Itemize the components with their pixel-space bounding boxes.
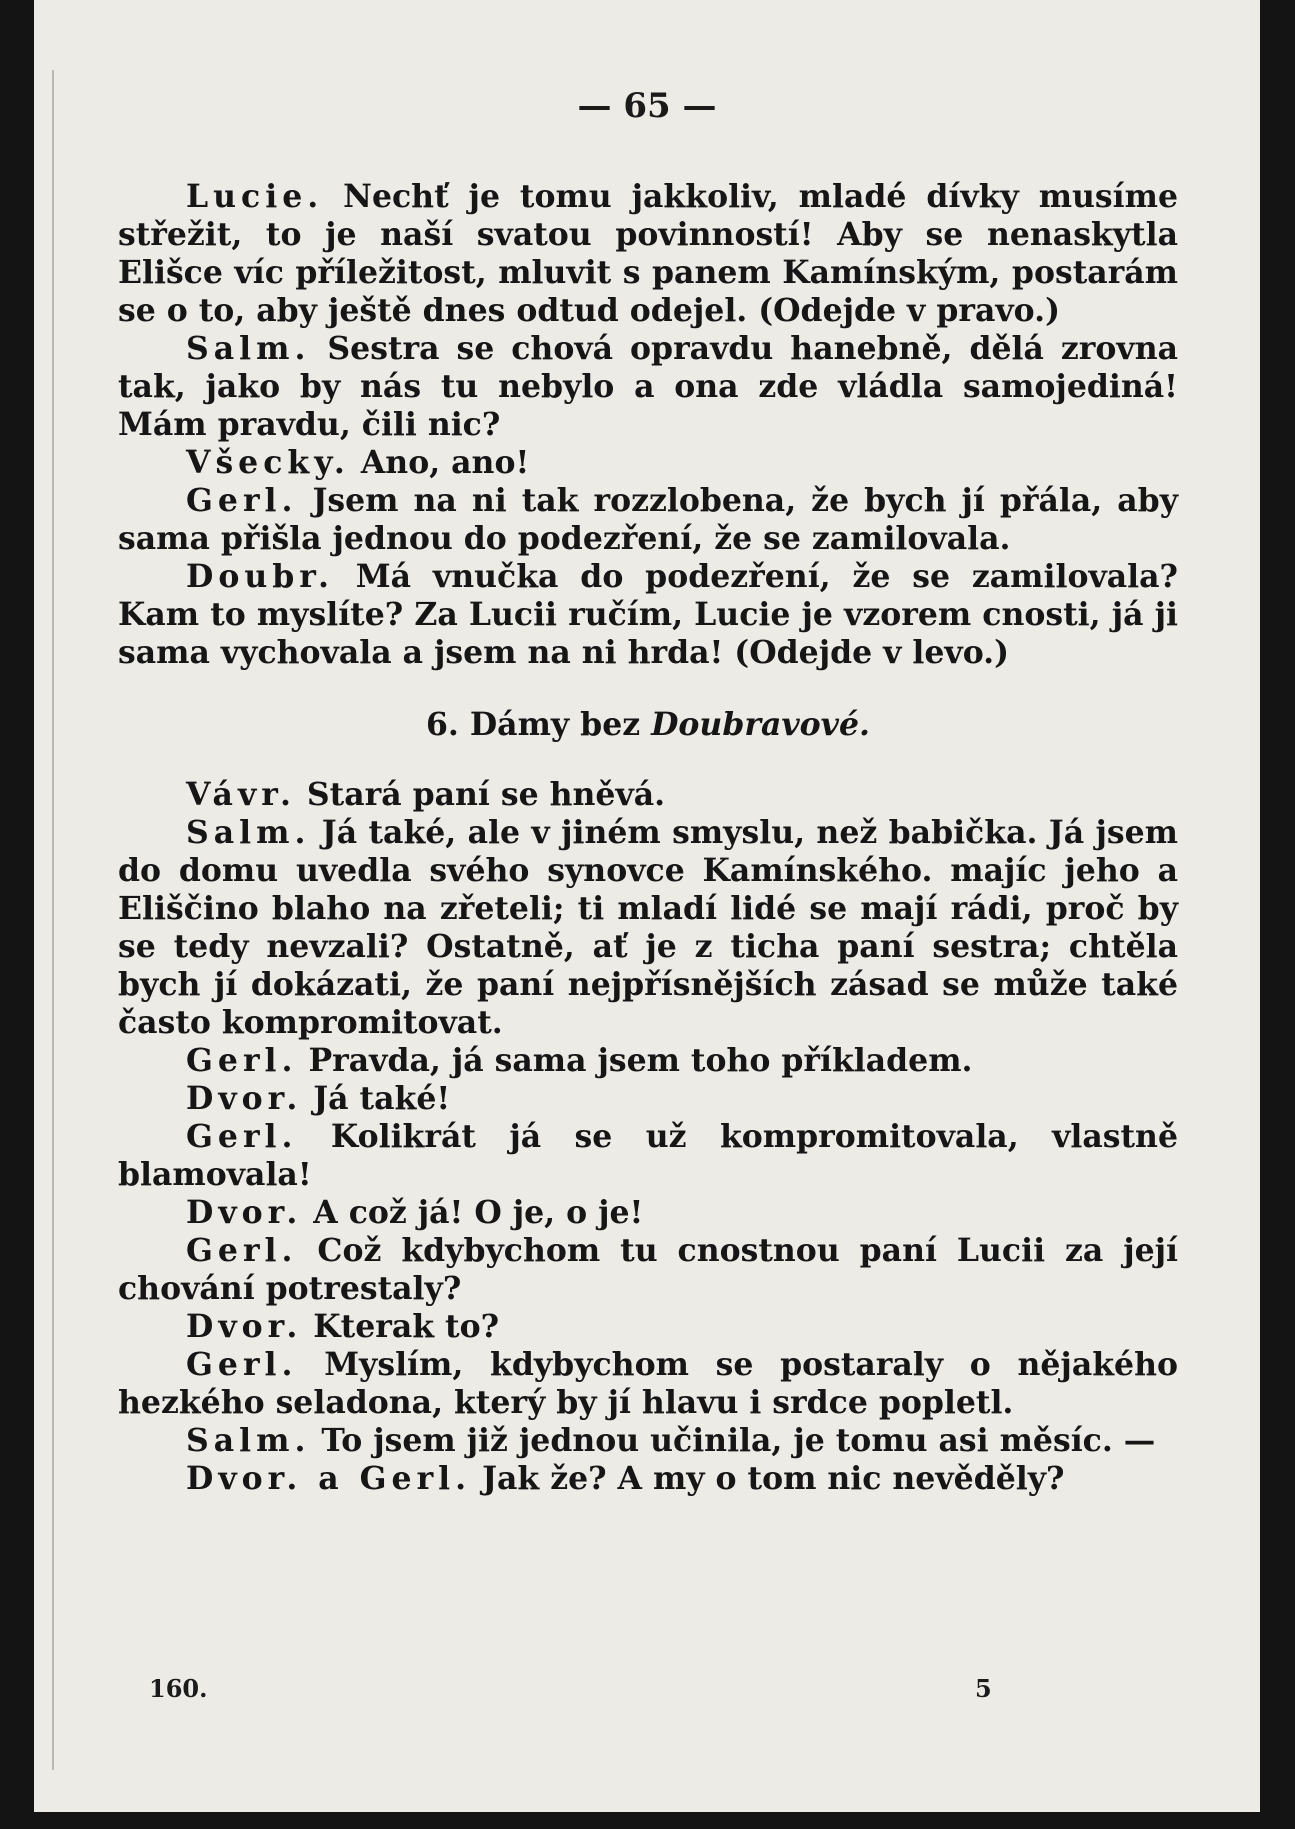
speaker-name: Dvor. xyxy=(186,1080,303,1117)
speech-line xyxy=(118,1232,1178,1308)
speech-text: Což kdybychom tu cnostnou paní Lucii za její chování potrestaly? xyxy=(118,1232,1178,1307)
speech-line xyxy=(118,1422,1178,1460)
speech-line xyxy=(118,178,1178,330)
speaker-name: Gerl. xyxy=(186,1232,298,1269)
scene-name: Doubravové. xyxy=(651,706,870,743)
speech-line xyxy=(118,814,1178,1042)
speech-text: Kterak to? xyxy=(313,1308,500,1345)
speech-text: Kolikrát já se už kompromitovala, vlastně blamovala! xyxy=(118,1118,1178,1193)
speech-line xyxy=(118,1346,1178,1422)
speech-text: A což já! O je, o je! xyxy=(313,1194,644,1231)
speech-text: Já také! xyxy=(313,1080,451,1117)
speech-line xyxy=(118,330,1178,444)
speaker-name: Dvor. xyxy=(186,1194,303,1231)
book-page xyxy=(34,0,1260,1812)
scene-number: 6. xyxy=(425,706,459,743)
scene-title: Dámy bez xyxy=(469,706,641,743)
speech-line xyxy=(118,1194,1178,1232)
speech-text: Sestra se chová opravdu hanebně, dělá zrovna tak, jako by nás tu nebylo a ona zde vládla samojediná! Mám pravdu, čili nic? xyxy=(118,330,1179,443)
speaker-name: Dvor. xyxy=(186,1308,303,1345)
signature-mark: 160. xyxy=(149,1674,208,1703)
speech-line xyxy=(118,482,1178,558)
speech-text: Pravda, já sama jsem toho příkladem. xyxy=(308,1042,973,1079)
speaker-name: Gerl. xyxy=(186,1042,298,1079)
speech-line xyxy=(118,1080,1178,1118)
speech-line xyxy=(118,1042,1178,1080)
speech-line xyxy=(118,558,1178,672)
speaker-name: Gerl. xyxy=(186,482,298,519)
speech-line xyxy=(118,444,1178,482)
speaker-name: Salm. xyxy=(186,1422,311,1459)
page-footer xyxy=(149,1674,1029,1703)
page-text xyxy=(118,178,1178,1498)
scene-lines xyxy=(118,776,1178,1498)
speaker-name: Gerl. xyxy=(186,1346,298,1383)
speaker-name: Všecky. xyxy=(186,444,350,481)
passage xyxy=(118,178,1178,672)
speaker-name: Dvor. a Gerl. xyxy=(186,1460,472,1497)
speaker-name: Salm. xyxy=(186,330,311,367)
speech-line xyxy=(118,1308,1178,1346)
speaker-name: Vávr. xyxy=(186,776,296,813)
speaker-name: Doubr. xyxy=(186,558,334,595)
sheet-number: 5 xyxy=(975,1674,992,1703)
speech-text: Myslím, kdybychom se postaraly o nějakého hezkého seladona, který by jí hlavu i srdce popletl. xyxy=(118,1346,1179,1421)
page-number: — 65 — xyxy=(577,86,717,126)
speech-text: Nechť je tomu jakkoliv, mladé dívky musíme střežit, to je naší svatou povinností! Aby se nenaskytla Elišce víc příležitost, mluvit s panem Kamínským, postarám se o to, aby ještě dnes odtud odejel. (Odejde v pravo.) xyxy=(118,178,1179,329)
speaker-name: Gerl. xyxy=(186,1118,298,1155)
speech-line xyxy=(118,1460,1178,1498)
speech-text: Jsem na ni tak rozzlobena, že bych jí přála, aby sama přišla jednou do podezření, že se zamilovala. xyxy=(118,482,1179,557)
speech-line xyxy=(118,776,1178,814)
speech-line xyxy=(118,1118,1178,1194)
speaker-name: Salm. xyxy=(186,814,311,851)
speech-text: Má vnučka do podezření, že se zamilovala? Kam to myslíte? Za Lucii ručím, Lucie je vzorem cnosti, já ji sama vychovala a jsem na ni hrda! (Odejde v levo.) xyxy=(118,558,1178,671)
speech-text: Já také, ale v jiném smyslu, než babička. Já jsem do domu uvedla svého synovce Kamínského. majíc jeho a Eliščino blaho na zřeteli; ti mladí lidé se mají rádi, proč by se tedy nevzali? Ostatně, ať je z ticha paní sestra; chtěla bych jí dokázati, že paní nejpřísnějších zásad se může také často kompromitovat. xyxy=(118,814,1179,1041)
scene-heading xyxy=(118,706,1178,744)
speech-text: Ano, ano! xyxy=(360,444,530,481)
speech-text: Jak že? A my o tom nic nevěděly? xyxy=(482,1460,1065,1497)
speaker-name: Lucie. xyxy=(186,178,324,215)
speech-text: To jsem již jednou učinila, je tomu asi měsíc. — xyxy=(321,1422,1156,1459)
speech-text: Stará paní se hněvá. xyxy=(306,776,666,813)
